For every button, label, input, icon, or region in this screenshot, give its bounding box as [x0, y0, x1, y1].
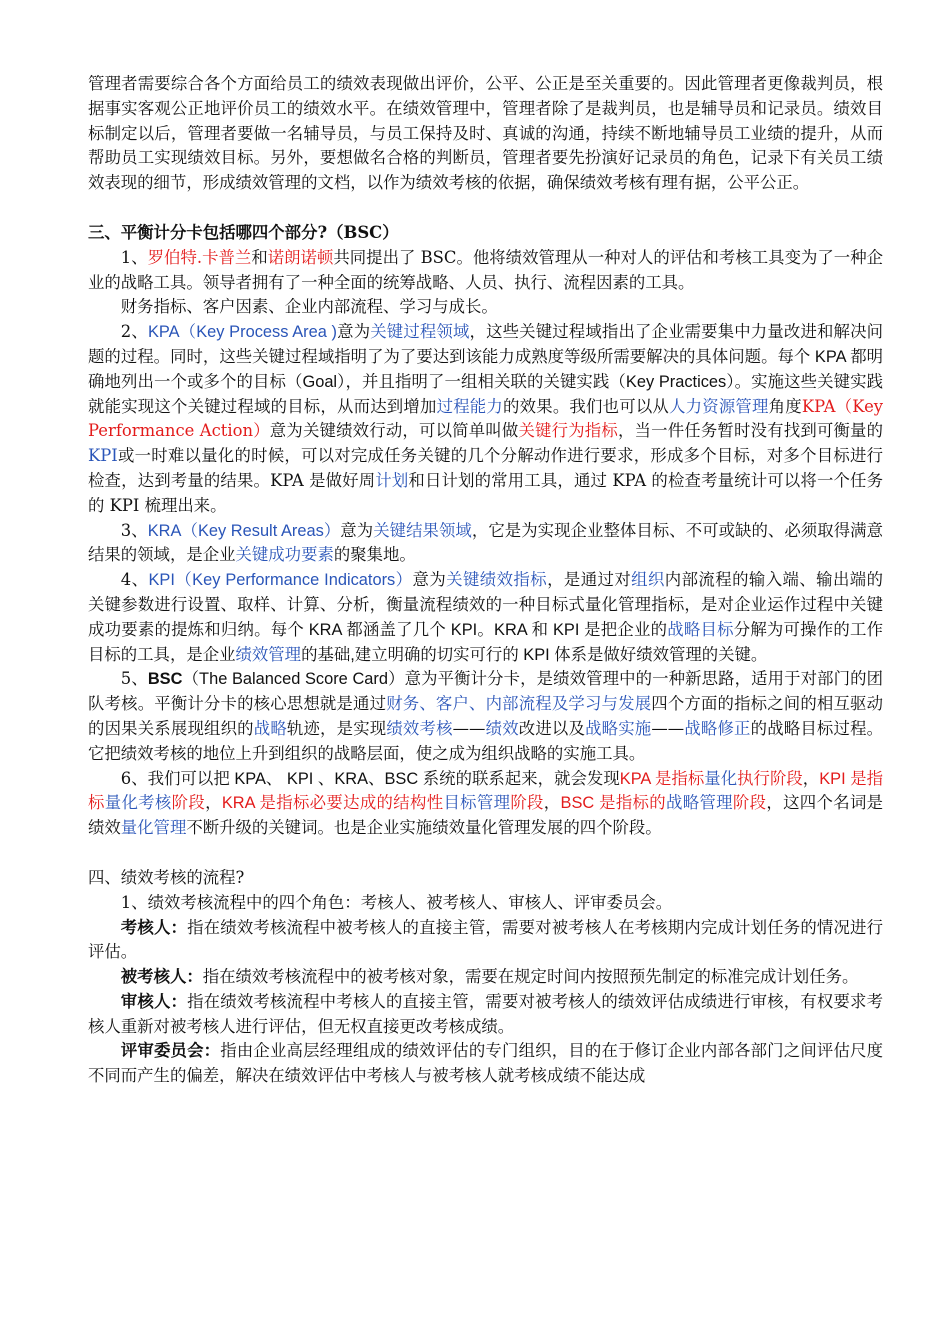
text: 的效果。我们也可以从	[503, 396, 670, 416]
item-number: 5、	[120, 669, 148, 689]
link-key-behavior-indicator[interactable]: 关键行为指标	[518, 421, 618, 441]
text: ——	[651, 718, 685, 738]
section3-item6	[88, 767, 883, 841]
author-name-link[interactable]: 罗伯特.卡普兰	[147, 247, 252, 267]
text: 意为平衡计分卡，是绩效管理中的一种新思路，适用于对部门的团队考核。平衡计分卡的核心思想就是通过	[88, 669, 883, 714]
kpa-term: KPA	[147, 323, 180, 342]
kpi-term: KPI（Key Performance Indicators）	[148, 571, 413, 590]
role-paragraph	[88, 990, 883, 1040]
section3-heading: 三、平衡计分卡包括哪四个部分?（BSC）	[88, 222, 399, 242]
text: ，是通过对	[547, 570, 632, 590]
link-strategy-revision[interactable]: 战略修正	[684, 718, 751, 738]
text: ，	[205, 793, 222, 813]
spacer	[88, 196, 883, 221]
text: 共同提出了 BSC。他将绩效管理从一种对人的评估和考核工具变为了一种企业的战略工具。领导者拥有了一种全面的统筹战略、人员、执行、流程因素的工具。	[88, 247, 883, 292]
link-quantitative-appraisal[interactable]: 量化考核	[104, 793, 172, 813]
highlight-text: 阶段	[732, 793, 767, 813]
intro-paragraph: 管理者需要综合各个方面给员工的绩效表现做出评价，公平、公正是至关重要的。因此管理者更像裁判员，根据事实客观公正地评价员工的绩效水平。在绩效管理中，管理者除了是裁判员，也是辅导员和记录员。绩效目标制定以后，管理者要做一名辅导员，与员工保持及时、真诚的沟通，持续不断地辅导员工业绩的提升，从而帮助员工实现绩效目标。另外，要想做名合格的判断员，管理者要先扮演好记录员的角色，记录下有关员工绩效表现的细节，形成绩效管理的文档，以作为绩效考核的依据，确保绩效考核有理有据，公平公正。	[88, 74, 883, 193]
role-paragraph	[88, 1039, 883, 1089]
item-number: 2、	[120, 322, 148, 342]
text: 的战略目标过程。它把绩效考核的地位上升到组织的战略层面，使之成为组织战略的实施工具。	[88, 718, 884, 763]
document-page	[88, 72, 883, 1089]
text: 四个方面的指标之间的相互驱动的因果关系展现组织的	[88, 694, 884, 738]
text: ，当一件任务暂时没有找到可衡量的	[617, 421, 884, 441]
text: 和日计划的常用工具，通过 KPA 的检查考量统计可以将一个任务的 KPI 梳理出来。	[88, 470, 883, 515]
text: 意为关键绩效行动，可以简单叫做	[269, 421, 519, 441]
role-paragraph	[88, 965, 883, 990]
link-kpi[interactable]: KPI	[88, 446, 118, 466]
role-term: 评审委员会：	[120, 1041, 221, 1061]
text: 角度	[768, 396, 802, 416]
highlight-text: KPA 是指标	[619, 769, 705, 788]
link-four-dimensions[interactable]: 财务、客户、内部流程及学习与发展	[386, 694, 652, 714]
link-strategic-goal[interactable]: 战略目标	[667, 619, 734, 639]
link-quantification[interactable]: 量化	[704, 768, 738, 788]
section3-item5	[88, 667, 883, 766]
link-objective-management[interactable]: 目标管理	[443, 793, 511, 813]
item-number: 3、	[120, 520, 148, 540]
kra-term: KRA（Key Result Areas）	[147, 521, 341, 540]
highlight-text: 阶段	[510, 793, 544, 813]
text: 意为	[337, 322, 371, 342]
text: 意为	[340, 520, 374, 540]
highlight-text: 阶段	[171, 793, 206, 813]
text: ——	[452, 718, 486, 738]
section4-heading: 四、绩效考核的流程?	[88, 867, 245, 887]
role-desc: 指在绩效考核流程中的被考核对象，需要在规定时间内按照预先制定的标准完成计划任务。	[202, 967, 859, 987]
link-key-result-areas[interactable]: 关键结果领域	[373, 520, 472, 540]
link-performance-management[interactable]: 绩效管理	[235, 644, 302, 664]
link-performance[interactable]: 绩效	[485, 718, 519, 738]
section3-item3	[88, 519, 883, 569]
text: ，这四个名词是绩效	[88, 793, 884, 838]
text: 我们可以把 KPA、 KPI 、KRA、BSC 系统的联系起来，就会发现	[147, 769, 620, 788]
text: 改进以及	[518, 718, 586, 738]
text: 轨迹，是实现	[286, 718, 387, 738]
text: 不断升级的关键词。也是企业实施绩效量化管理发展的四个阶段。	[186, 818, 662, 838]
item-number: 6、	[120, 768, 148, 788]
role-term: 审核人：	[120, 991, 188, 1011]
link-hr-management[interactable]: 人力资源管理	[669, 396, 769, 416]
role-desc: 指在绩效考核流程中考核人的直接主管，需要对被考核人的绩效评估成绩进行审核，有权要求考核人重新对被考核人进行评估，但无权直接更改考核成绩。	[88, 991, 883, 1036]
role-term: 考核人：	[120, 917, 188, 937]
highlight-text: KPI 是指标	[88, 769, 884, 813]
link-performance-appraisal[interactable]: 绩效考核	[386, 718, 453, 738]
text: 分解为可操作的工作目标的工具，是企业	[88, 619, 883, 664]
link-strategic-management[interactable]: 战略管理	[666, 793, 733, 813]
text: 或一时难以量化的时候，可以对完成任务关键的几个分解动作进行要求，形成多个目标，对多个目标进行检查，达到考量的结果。KPA 是做好周	[88, 446, 883, 490]
highlight-text: BSC 是指标的	[560, 794, 666, 813]
link-key-process-area[interactable]: 关键过程领域	[370, 322, 470, 342]
author-name-link[interactable]: 诺朗诺顿	[267, 247, 334, 267]
text: ，它是为实现企业整体目标、不可或缺的、必须取得满意结果的领域，是企业	[88, 520, 883, 565]
text: 内部流程的输入端、输出端的关键参数进行设置、取样、计算、分析，衡量流程绩效的一种目标式量化管理指标，是对企业运作过程中关键成功要素的提炼和归纳。每个 KRA 都涵盖了几个 KPI。KRA 和 KPI 是把企业的	[88, 571, 884, 639]
item-number: 1、	[120, 247, 148, 267]
text: 的聚集地。	[333, 545, 416, 565]
bsc-term: BSC	[147, 670, 183, 689]
link-organization[interactable]: 组织	[631, 570, 665, 590]
link-key-success-factors[interactable]: 关键成功要素	[235, 545, 334, 565]
role-term: 被考核人：	[120, 967, 203, 987]
bsc-full: （The Balanced Score Card）	[182, 670, 405, 689]
section3-item4	[88, 568, 883, 667]
role-desc: 指由企业高层经理组成的绩效评估的专门组织，目的在于修订企业内部各部门之间评估尺度不同而产生的偏差，解决在绩效评估中考核人与被考核人就考核成绩不能达成	[88, 1041, 884, 1086]
link-kpi-indicator[interactable]: 关键绩效指标	[446, 570, 548, 590]
link-process-capability[interactable]: 过程能力	[436, 396, 504, 416]
link-strategy[interactable]: 战略	[253, 718, 287, 738]
link-strategy-implementation[interactable]: 战略实施	[585, 718, 652, 738]
text: ，	[543, 793, 561, 813]
section3-item2	[88, 320, 883, 518]
section4-item1: 1、绩效考核流程中的四个角色：考核人、被考核人、审核人、评审委员会。	[120, 892, 673, 912]
highlight-text: KRA 是指标必要达成的结构性	[221, 794, 444, 813]
link-plan[interactable]: 计划	[375, 470, 409, 490]
text: 和	[251, 247, 268, 267]
role-paragraph	[88, 916, 883, 966]
section3-item1	[88, 246, 883, 296]
kpa-action-term: KPA（Key Performance Action）	[88, 396, 884, 441]
kpa-full: （Key Process Area )	[179, 323, 337, 342]
text: 意为	[412, 570, 447, 590]
text: ，这些关键过程域指出了企业需要集中力量改进和解决问题的过程。同时，这些关键过程域指明了为了要达到该能力成熟度等级所需要解决的具体问题。每个 KPA 都明确地列出一个或多个的目标（Goal），并且指明了一组相关联的关键实践（Key Practices）。实施这些关键实践就能实现这个关键过程域的目标，从而达到增加	[88, 323, 884, 416]
four-parts-line: 财务指标、客户因素、企业内部流程、学习与成长。	[120, 297, 498, 317]
item-number: 4、	[120, 570, 149, 590]
highlight-text: 执行阶段	[737, 768, 803, 788]
text: 的基础,建立明确的切实可行的 KPI 体系是做好绩效管理的关键。	[301, 645, 768, 664]
text: ，	[802, 768, 820, 788]
link-quantitative-management[interactable]: 量化管理	[120, 818, 187, 838]
spacer	[88, 841, 883, 866]
role-desc: 指在绩效考核流程中被考核人的直接主管，需要对被考核人在考核期内完成计划任务的情况进行评估。	[88, 917, 883, 962]
